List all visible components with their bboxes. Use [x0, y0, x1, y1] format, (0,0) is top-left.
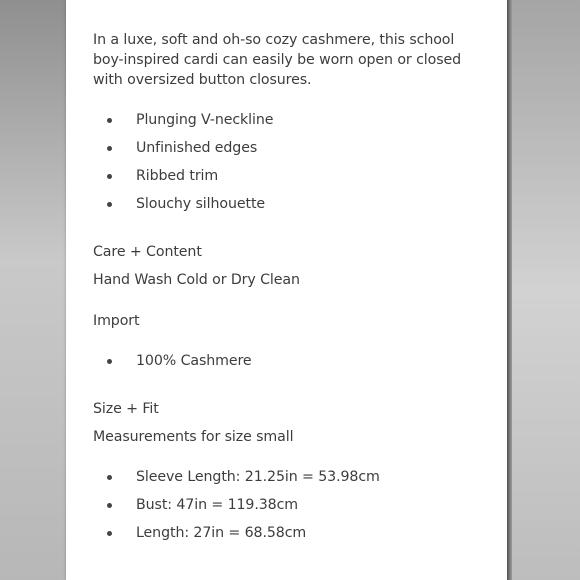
bullet-icon: [107, 202, 112, 207]
feature-text: Ribbed trim: [136, 168, 219, 184]
sheet-edge: [507, 0, 512, 580]
care-heading: Care + Content: [93, 244, 202, 260]
import-heading: Import: [93, 313, 140, 329]
bullet-icon: [107, 146, 112, 151]
list-item: [93, 138, 483, 166]
measurements-list: [93, 467, 483, 551]
care-instructions: Hand Wash Cold or Dry Clean: [93, 272, 300, 288]
feature-text: Plunging V-neckline: [136, 112, 274, 128]
list-item: [93, 523, 483, 551]
measurement-text: Sleeve Length: 21.25in = 53.98cm: [136, 469, 380, 485]
list-item: [93, 351, 483, 379]
list-item: [93, 194, 483, 222]
list-item: [93, 495, 483, 523]
measurement-text: Bust: 47in = 119.38cm: [136, 497, 299, 513]
bullet-icon: [107, 531, 112, 536]
bullet-icon: [107, 174, 112, 179]
product-description-sheet: [66, 0, 507, 580]
bullet-icon: [107, 503, 112, 508]
list-item: [93, 166, 483, 194]
list-item: [93, 110, 483, 138]
size-note: Measurements for size small: [93, 429, 294, 445]
bullet-icon: [107, 359, 112, 364]
background-left: [0, 0, 66, 580]
background-right: [512, 0, 580, 580]
bullet-icon: [107, 475, 112, 480]
feature-text: Unfinished edges: [136, 140, 258, 156]
features-list: [93, 110, 483, 222]
measurement-text: Length: 27in = 68.58cm: [136, 525, 307, 541]
bullet-icon: [107, 118, 112, 123]
feature-text: Slouchy silhouette: [136, 196, 266, 212]
size-heading: Size + Fit: [93, 401, 159, 417]
intro-paragraph: In a luxe, soft and oh-so cozy cashmere, this school boy-inspired cardi can easily be worn open or closed with oversized button closures.: [93, 32, 462, 88]
materials-list: [93, 351, 483, 379]
material-text: 100% Cashmere: [136, 353, 252, 369]
list-item: [93, 467, 483, 495]
description-content: [93, 30, 483, 551]
